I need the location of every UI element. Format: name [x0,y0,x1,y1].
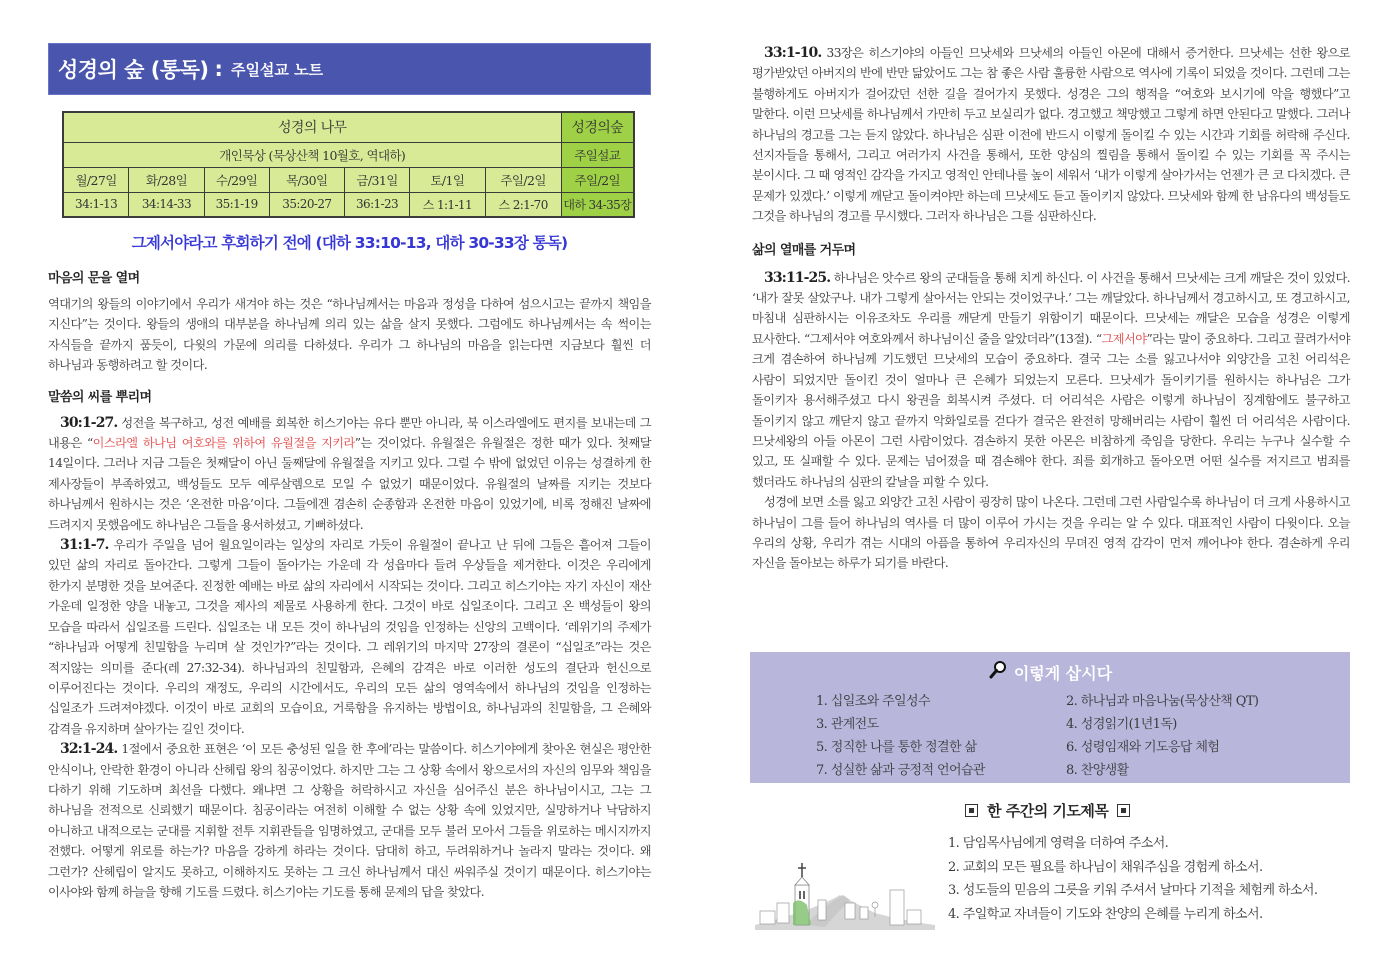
day-cell: 월/27일 [63,167,129,192]
live-box-heading [750,660,1350,684]
passage-cell: 35:20-27 [269,192,345,217]
square-bullet-icon [1117,804,1130,817]
table-subheader-devotion: 개인묵상 (묵상산책 10월호, 역대하) [63,142,561,167]
sermon-title: 그제서야라고 후회하기 전에 (대하 33:10-13, 대하 30-33장 통독) [131,234,568,252]
prayer-list [948,832,1317,926]
square-bullet-icon [965,804,978,817]
day-cell: 주일/2일 [485,167,561,192]
reading-schedule-table [62,111,635,218]
verse-ref: 30:1-27. [60,414,118,431]
paragraph-conclusion: 성경에 보면 소를 잃고 외양간 고친 사람이 굉장히 많이 나온다. 그런데 그런 사람일수록 하나님이 더 크게 사용하시고 하나님이 그를 들어 하나님의 역사를 더 많이 이루어 가시는 것을 우리는 알 수 있다. 대표적인 사람이 다윗이다. 오늘 우리의 상황, 우리가 겪는 시대의 아픔을 통하여 우리자신의 무뎌진 영적 감각이 먼저 깨어나야 한다. 겸손하게 우리 자신을 돌아보는 하루가 되기를 바란다. [752,495,1350,571]
prayer-heading [965,800,1130,821]
day-cell: 목/30일 [269,167,345,192]
page-subtitle: 주일설교 노트 [230,60,324,79]
list-item: 2. 하나님과 마음나눔(묵상산책 QT) [1066,694,1259,709]
section-heading-sow-word: 말씀의 씨를 뿌리며 [48,389,152,405]
church-city-illustration [755,855,935,930]
magnifier-icon [988,660,1008,684]
passage-cell: 36:1-23 [345,192,410,217]
section-heading-open-heart: 마음의 문을 열며 [48,271,140,286]
passage-cell: 34:14-33 [129,192,205,217]
prayer-title: 한 주간의 기도제목 [987,802,1109,820]
section-heading-harvest: 삶의 열매를 거두며 [752,242,856,258]
list-item: 1. 십일조와 주일성수 [816,694,930,709]
verse-ref: 31:1-7. [60,537,109,554]
paragraph-31: 31:1-7. 우리가 주일을 넘어 월요일이라는 일상의 자리로 가듯이 유월절이 끝나고 난 뒤에 그들은 흩어져 그들이 있던 삶의 자리로 돌아간다. 그렇게 그들이 돌아가는 가운데 각 성읍마다 들려 우상들을 제거한다. 이것은 우리에게 한가지 분명한 것을 보여준다. 진정한 예배는 바로 삶의 자리에서 시작되는 것이다. 그리고 히스기야는 자기 자신이 재산 가운데 일정한 양을 내놓고, 그것을 제사의 제물로 사용하게 한다. 그것이 바로 십일조이다. 그리고 온 백성들이 왕의 모습을 따라서 십일조를 드린다. 십일조는 내 모든 것이 하나님의 것임을 인정하는 신앙의 고백이다. ‘레위기의 주제가 “하나님과 어떻게 친밀함을 누리며 살 것인가?”라는 것이다. 그 레위기의 마지막 27장의 결론이 “십일조”라는 것은 적지않는 의미를 준다(레 27:32-34). 하나님과의 친밀함과, 은혜의 감격은 바로 이러한 성도의 결단과 헌신으로 이루어진다는 것이다. 우리의 재정도, 우리의 시간에서도, 우리의 모든 삶의 영역속에서 하나님의 것임을 인정하는 십일조가 드려져야겠다. 이것이 바로 교회의 모습이요, 거룩함을 유지하는 방법이요, 하나님과의 친밀함을, 그 은혜와 감격을 유지하며 살아가는 길인 것이다. [48,537,651,736]
highlight-word: 그제서야 [1101,331,1147,346]
day-cell: 수/29일 [204,167,269,192]
list-item: 8. 찬양생활 [1066,763,1129,778]
passage-cell: 스 1:1-11 [410,192,486,217]
list-item: 5. 정직한 나를 통한 정결한 삶 [816,740,977,755]
prayer-item: 2. 교회의 모든 필요를 하나님이 채워주심을 경험케 하소서. [948,859,1263,875]
highlight-quote: 이스라엘 하나님 여호와를 위하여 유월절을 지키라 [92,436,355,451]
list-item: 3. 관계전도 [816,717,879,732]
live-this-way-box [750,652,1350,783]
prayer-item: 3. 성도들의 믿음의 그릇을 키워 주셔서 날마다 기적을 체험케 하소서. [948,883,1318,898]
live-box-title: 이렇게 삽시다 [1013,663,1113,683]
passage-cell: 34:1-13 [63,192,129,217]
verse-ref: 33:11-25. [764,269,831,286]
prayer-item: 1. 담임목사님에게 영력을 더하여 주소서. [948,836,1169,851]
paragraph-32: 32:1-24. 1절에서 중요한 표현은 ‘이 모든 충성된 일을 한 후에’라는 말씀이다. 히스기야에게 찾아온 현실은 평안한 안식이나, 안락한 환경이 아니라 산헤립 왕의 침공이었다. 하지만 그는 그 상황 속에서 왕으로서의 자신의 임무와 책임을 다하기 위해 기도하며 최선을 다했다. 왜냐면 그 상황을 허락하시고 자신을 심어주신 분은 하나님이시고, 그는 그 하나님을 전적으로 신뢰했기 때문이다. 침공이라는 여전히 이해할 수 없는 상황 속에 있었지만, 실망하거나 낙담하지 아니하고 내적으로는 군대를 지휘할 전투 지휘관들을 임명하였고, 군대를 모두 불러 모아서 그들을 위로하는 메시지까지 전했다. 어떻게 위로를 하는가? 마음을 강하게 하라는 것이다. 담대히 하고, 두려워하거나 놀라지 말라는 것이다. 왜 그런가? 산헤립이 알지도 못하고, 이해하지도 못하는 그 크신 하나님께서 대신 싸워주실 것이기 때문이다. 히스기야는 이사야와 함께 하늘을 향해 기도를 드렸다. 히스기야는 기도를 통해 문제의 답을 찾았다. [48,741,651,899]
verse-ref: 33:1-10. [764,45,822,61]
passage-cell: 35:1-19 [204,192,269,217]
prayer-item: 4. 주일학교 자녀들이 기도와 찬양의 은혜를 누리게 하소서. [948,906,1263,922]
passage-cell: 스 2:1-70 [485,192,561,217]
page-title: 성경의 숲 (통독) [58,58,209,82]
day-cell: 토/1일 [410,167,486,192]
day-cell: 화/28일 [129,167,205,192]
page-title-bar [48,43,651,95]
title-separator: : [214,57,223,81]
list-item: 6. 성령임재와 기도응답 체험 [1066,740,1220,755]
table-header-forest: 성경의숲 [561,112,634,142]
passage-cell-sermon: 대하 34-35장 [561,192,634,217]
left-column [48,43,651,902]
paragraph-33-11: 33:11-25. 하나님은 앗수르 왕의 군대들을 통해 치게 하신다. 이 사건을 통해서 므낫세는 크게 깨달은 것이 있었다. ‘내가 잘못 살았구나. 내가 그렇게 살아서는 안되는 것이었구나.’ 그는 깨달았다. 하나님께서 경고하시고, 또 경고하시고, 마침내 심판하시는 이유조차도 우리를 깨닫게 만들기 위함이기 때문이다. 므낫세는 깨달은 모습을 성경은 이렇게 묘사한다. “그제서야 여호와께서 하나님이신 줄을 알았더라”(13절). “그제서야”라는 말이 중요하다. 그리고 끌려가서야 크게 겸손하여 하나님께 기도했던 므낫세의 모습이 중요하다. 결국 그는 소를 잃고나서야 외양간을 고친 어리석은 사람이 되었지만 돌이킨 것이 얼마나 큰 은혜가 되었는지 모른다. 므낫세가 돌이키기를 원하시는 하나님은 그가 돌이키자 용서해주셨고 다시 왕권을 회복시켜 주셨다. 더 어리석은 사람은 이렇게 하나님이 징계함에도 불구하고 돌이키지 않고 깨닫지 않고 끝까지 악화일로를 걷다가 결국은 완전히 망해버리는 사람이 훨씬 더 어리석은 사람이다. 므낫세왕의 아들 아몬이 그런 사람이었다. 겸손하지 못한 아몬은 비참하게 죽임을 당한다. 우리는 누구나 실수할 수 있고, 또 실패할 수 있다. 문제는 넘어졌을 때 겸손해야 한다. 죄를 회개하고 돌아오면 어떤 실수를 저지르고 범죄를 했더라도 하나님의 심판의 칼날을 피할 수 있다. [752,269,1350,489]
day-cell-sermon: 주일/2일 [561,167,634,192]
list-item: 7. 성실한 삶과 긍정적 언어습관 [816,763,985,778]
paragraph-33-1: 33:1-10. 33장은 히스기야의 아들인 므낫세와 므낫세의 아들인 아몬에 대해서 증거한다. 므낫세는 선한 왕으로 평가받았던 아버지의 반에 반만 닮았어도 그는 참 좋은 사람 훌륭한 사람으로 역사에 기록이 되었을 것이다. 그런데 그는 불행하게도 아버지가 걸어갔던 선한 길을 걸어가지 못했다. 성경은 그의 행적을 “여호와 보시기에 악을 행했다”고 말한다. 이런 므낫세를 하나님께서 가만히 두고 보실리가 없다. 경고했고 책망했고 그렇게 하면 안된다고 말했다. 그러나 하나님의 경고를 그는 듣지 않았다. 하나님은 심판 이전에 반드시 이렇게 돌이킬 수 있는 시간과 기회를 허락해 주신다. 선지자들을 통해서, 그리고 여러가지 사건을 통해서, 또한 양심의 찔림을 통해서 돌이킬 수 있는 기회를 꼭 주시는 분이시다. 그 때 영적인 감각을 가지고 영적인 안테나를 높이 세워서 ‘내가 이렇게 살아가서는 언젠가 큰 코 다치겠다. 큰 문제가 있겠다.’ 이렇게 깨닫고 돌이켜야만 하는데 므낫세도 듣고 돌이키지 않았다. 므낫세와 함께 한 남유다의 백성들도 그것을 하나님의 경고를 무시했다. 그러자 하나님은 그를 심판하신다. [752,45,1350,224]
list-item: 4. 성경읽기(1년1독) [1066,717,1177,732]
paragraph-30: 30:1-27. 성전을 복구하고, 성전 예배를 회복한 히스기야는 유다 뿐만 아니라, 북 이스라엘에도 편지를 보내는데 그 내용은 “이스라엘 하나님 여호와를 위하여 유월절을 지키라”는 것이었다. 유월절은 유월절은 정한 때가 있다. 첫째달 14일이다. 그러나 지금 그들은 첫째달이 아닌 둘째달에 유월절을 지키고 있다. 그럴 수 밖에 없었던 이유는 성결하게 한 제사장들이 부족하였고, 백성들도 모두 예루살렘으로 모일 수 없었기 때문이었다. 유월절의 날짜를 지키는 것보다 하나님께서 원하시는 것은 ‘온전한 마음’이다. 그들에겐 겸손히 순종함과 온전한 마음이 있었기에, 비록 정해진 날짜에 드려지지 못했음에도 하나님은 그들을 용서하셨고, 기뻐하셨다. [48,414,651,532]
verse-ref: 32:1-24. [60,741,118,758]
day-cell: 금/31일 [345,167,410,192]
right-column [752,43,1350,574]
table-subheader-sermon: 주일설교 [561,142,634,167]
table-header-tree: 성경의 나무 [63,112,561,142]
intro-paragraph: 역대기의 왕들의 이야기에서 우리가 새겨야 하는 것은 “하나님께서는 마음과 정성을 다하여 섬으시고는 끝까지 책임을 지신다”는 것이다. 왕들의 생애의 대부분을 하나님께 의리 있는 삶을 살지 못했다. 그럼에도 하나님께서는 속 썩이는 자식들을 끝까지 품듯이, 다윗의 가문에 의리를 다하셨다. 우리가 그 하나님의 마음을 읽는다면 지금보다 훨씬 더 하나님과 동행하려고 할 것이다. [48,297,651,373]
live-box-list [816,690,1350,782]
